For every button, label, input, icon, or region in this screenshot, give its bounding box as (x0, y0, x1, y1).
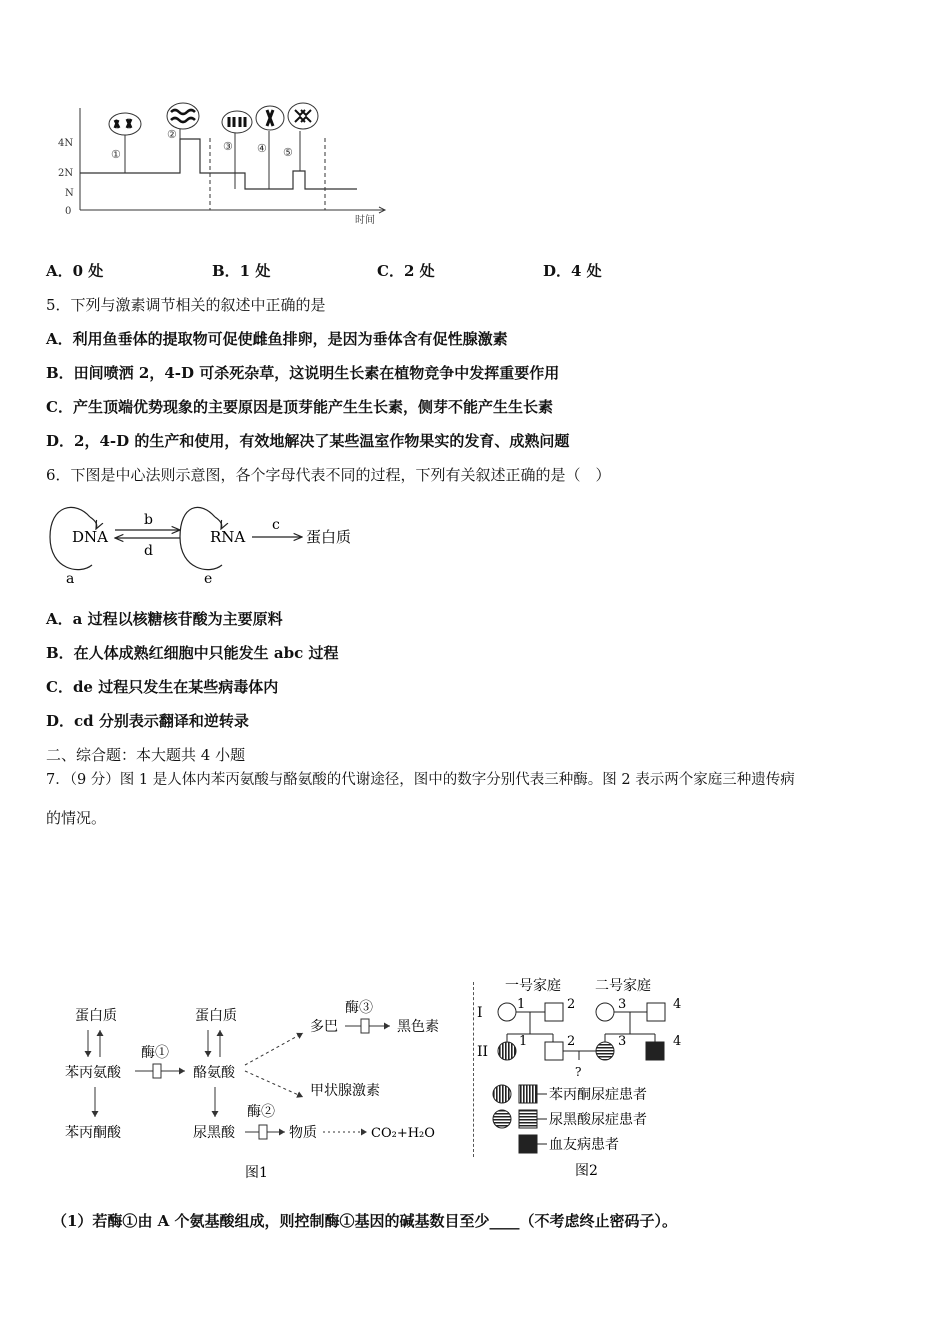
generation-ii: II (477, 1044, 489, 1060)
metabolic-pathway-figure (55, 995, 465, 1185)
central-dogma-diagram (40, 495, 380, 590)
label-protein-1: 蛋白质 (75, 1008, 117, 1024)
unknown-offspring: ? (575, 1065, 582, 1079)
label-substance: 物质 (289, 1125, 317, 1141)
y-label-n: N (65, 188, 74, 199)
label-enzyme-2: 酶② (247, 1104, 275, 1120)
label-homogentisic-acid: 尿黑酸 (193, 1125, 235, 1141)
q4-option-a[interactable]: A．0 处 (46, 262, 104, 280)
q5-option-c[interactable]: C．产生顶端优势现象的主要原因是顶芽能产生生长素，侧芽不能产生生长素 (46, 398, 553, 416)
q5-option-a[interactable]: A．利用鱼垂体的提取物可促使雌鱼排卵，是因为垂体含有促性腺激素 (46, 330, 508, 348)
label-phenylpyruvate: 苯丙酮酸 (65, 1125, 121, 1141)
q7-stem-line2: 的情况。 (46, 809, 107, 827)
q6-option-b[interactable]: B．在人体成熟红细胞中只能发生 abc 过程 (46, 644, 339, 662)
f1-ii-1-number: 1 (519, 1034, 528, 1049)
label-phenylalanine: 苯丙氨酸 (65, 1065, 121, 1081)
cell-3-icon (222, 111, 252, 133)
label-protein: 蛋白质 (306, 528, 352, 546)
figure-2-caption: 图2 (575, 1163, 598, 1179)
cell-2-icon (167, 103, 199, 129)
label-enzyme-1: 酶① (141, 1045, 169, 1061)
y-label-0: 0 (65, 206, 72, 217)
marker-3: ③ (223, 140, 233, 153)
f1-i-1-number: 1 (517, 997, 526, 1012)
generation-i: I (477, 1005, 483, 1021)
marker-5: ⑤ (283, 146, 293, 159)
family-2-label: 二号家庭 (595, 978, 651, 994)
figure-1-caption: 图1 (245, 1165, 268, 1181)
f1-ii-2-number: 2 (567, 1034, 576, 1049)
chromosome-graph (55, 98, 395, 228)
label-d: d (144, 543, 153, 559)
f1-i-2-number: 2 (567, 997, 576, 1012)
q6-option-a[interactable]: A．a 过程以核糖核苷酸为主要原料 (46, 610, 283, 628)
q7-sub1: （1）若酶①由 A 个氨基酸组成，则控制酶①基因的碱基数目至少____（不考虑终止密码子）。 (52, 1212, 678, 1230)
q4-option-c[interactable]: C．2 处 (377, 262, 435, 280)
label-melanin: 黑色素 (397, 1019, 439, 1035)
label-rna: RNA (210, 528, 246, 546)
q6-option-d[interactable]: D．cd 分别表示翻译和逆转录 (46, 712, 249, 730)
family-1-label: 一号家庭 (505, 978, 561, 994)
label-protein-2: 蛋白质 (195, 1008, 237, 1024)
cell-4-icon (256, 106, 284, 130)
pedigree-figure (475, 972, 705, 1187)
label-e: e (204, 571, 213, 587)
q5-option-d[interactable]: D．2，4-D 的生产和使用，有效地解决了某些温室作物果实的发育、成熟问题 (46, 432, 570, 450)
q7-stem-line1: 7．（9 分）图 1 是人体内苯丙氨酸与酪氨酸的代谢途径，图中的数字分别代表三种酶。图 2 表示两个家庭三种遗传病 (46, 772, 795, 788)
y-label-2n: 2N (58, 168, 74, 179)
label-thyroid-hormone: 甲状腺激素 (310, 1083, 380, 1099)
cell-1-icon (109, 113, 141, 135)
x-axis-label: 时间 (355, 215, 375, 226)
label-c: c (272, 517, 280, 533)
figure-divider (473, 982, 474, 1157)
cell-5-icon (288, 103, 318, 129)
y-label-4n: 4N (58, 138, 74, 149)
marker-2: ② (167, 128, 177, 141)
legend-hemophilia: 血友病患者 (549, 1137, 619, 1153)
legend-alkaptonuria: 尿黑酸尿症患者 (549, 1112, 647, 1128)
q5-option-b[interactable]: B．田间喷洒 2，4-D 可杀死杂草，这说明生长素在植物竞争中发挥重要作用 (46, 364, 560, 382)
f2-i-4-number: 4 (673, 997, 682, 1012)
f2-i-3-number: 3 (618, 997, 627, 1012)
label-tyrosine: 酪氨酸 (193, 1065, 235, 1081)
f2-ii-4-number: 4 (673, 1034, 682, 1049)
q6-option-c[interactable]: C．de 过程只发生在某些病毒体内 (46, 678, 279, 696)
legend-phenylketonuria: 苯丙酮尿症患者 (549, 1087, 647, 1103)
q5-stem: 5．下列与激素调节相关的叙述中正确的是 (46, 296, 326, 314)
f2-ii-3-number: 3 (618, 1034, 627, 1049)
label-dna: DNA (72, 528, 108, 546)
q4-option-b[interactable]: B．1 处 (212, 262, 271, 280)
q4-option-d[interactable]: D．4 处 (543, 262, 602, 280)
label-b: b (144, 512, 153, 528)
label-enzyme-3: 酶③ (345, 1000, 373, 1016)
label-dopa: 多巴 (310, 1019, 338, 1035)
label-a: a (66, 571, 75, 587)
marker-4: ④ (257, 142, 267, 155)
q6-stem: 6．下图是中心法则示意图，各个字母代表不同的过程，下列有关叙述正确的是（ ） (46, 466, 611, 484)
marker-1: ① (111, 148, 121, 161)
label-co2-h2o: CO₂+H₂O (371, 1126, 435, 1141)
section-2-heading: 二、综合题：本大题共 4 小题 (46, 746, 246, 764)
